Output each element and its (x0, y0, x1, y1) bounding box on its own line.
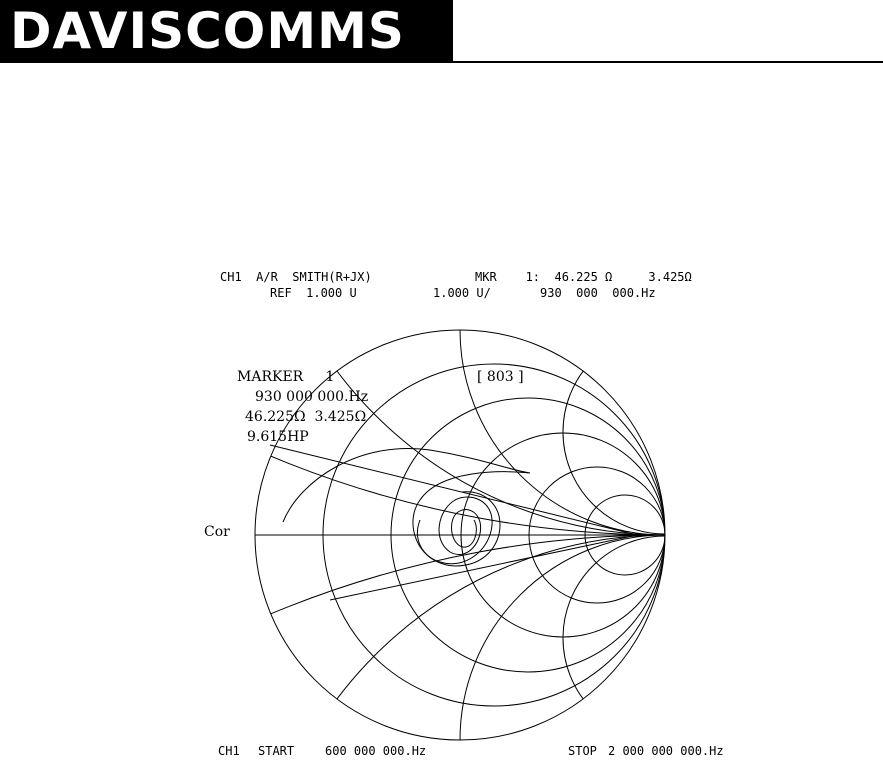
reactance-arc (255, 535, 883, 763)
scale-label: 1.000 U/ (433, 286, 491, 300)
reactance-arc (460, 535, 870, 763)
footer-channel: CH1 (218, 744, 240, 758)
impedance-trace (283, 448, 530, 563)
marker-inductance: 9.615HP (247, 429, 309, 445)
marker-readout: MKR 1: 46.225 Ω 3.425Ω (475, 270, 692, 284)
marker-freq: 930 000 000.Hz (255, 389, 369, 405)
stop-label: STOP (568, 744, 597, 758)
reactance-arc (563, 536, 767, 740)
start-label: START (258, 744, 295, 758)
trace-line (270, 445, 637, 535)
logo-text: DAVISCOMMS (10, 2, 405, 60)
reactance-arc (0, 535, 883, 763)
correction-label: Cor (204, 524, 230, 540)
reactance-arc (460, 125, 870, 535)
marker-index: [ 803 ] (477, 369, 524, 385)
start-frequency: 600 000 000.Hz (325, 744, 427, 758)
reactance-arc (563, 330, 767, 534)
channel-format-label: CH1 A/R SMITH(R+JX) (220, 270, 372, 284)
marker-impedance: 46.225Ω 3.425Ω (245, 409, 367, 425)
reactance-arc (255, 0, 883, 535)
stop-frequency: 2 000 000 000.Hz (608, 744, 724, 758)
reference-label: REF 1.000 U (270, 286, 357, 300)
marker-title: MARKER 1 (237, 369, 335, 385)
marker-frequency: 930 000 000.Hz (540, 286, 656, 300)
